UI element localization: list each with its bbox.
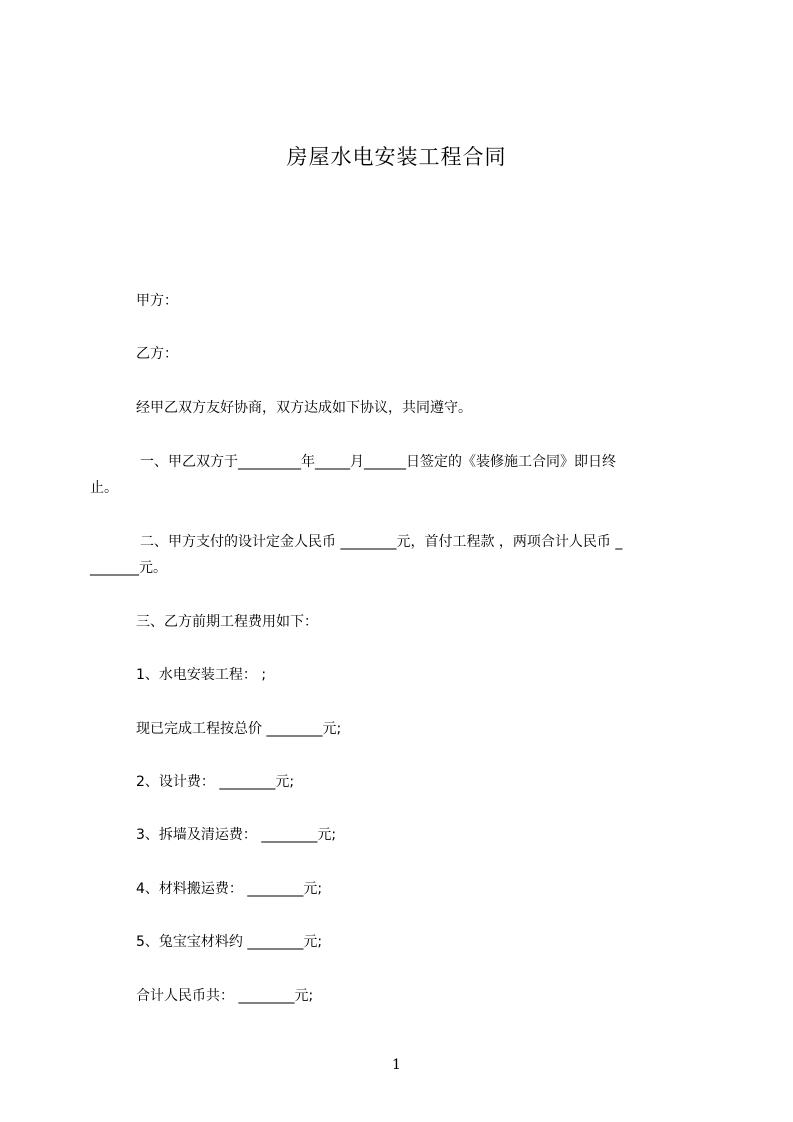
party-b-line: 乙方： (136, 346, 178, 362)
clause-1-line-1: 一、甲乙双方于_________年_____月______日签定的《装修施工合同》即日终 (140, 454, 616, 470)
intro-paragraph: 经甲乙双方友好协商，双方达成如下协议，共同遵守。 (136, 400, 472, 416)
document-title: 房屋水电安装工程合同 (286, 145, 507, 169)
item-3-line: 3、拆墙及清运费： ________元; (136, 827, 337, 843)
clause-3-heading: 三、乙方前期工程费用如下： (136, 614, 318, 630)
item-2-line: 2、设计费： ________元; (136, 774, 295, 790)
total-line: 合计人民币共： ________元; (136, 988, 314, 1004)
clause-2-line-1: 二、甲方支付的设计定金人民币 ________元，首付工程款 ，两项合计人民币 _ (140, 534, 623, 550)
clause-1-line-2: 止。 (90, 480, 118, 496)
party-a-line: 甲方： (136, 293, 178, 309)
page-number: 1 (392, 1057, 401, 1073)
item-5-line: 5、兔宝宝材料约 ________元; (136, 934, 323, 950)
clause-2-line-2: _______元。 (90, 560, 167, 576)
item-1-line: 1、水电安装工程： ; (136, 667, 267, 683)
item-4-line: 4、材料搬运费： ________元; (136, 881, 323, 897)
item-1-price-line: 现已完成工程按总价 ________元; (136, 721, 342, 737)
